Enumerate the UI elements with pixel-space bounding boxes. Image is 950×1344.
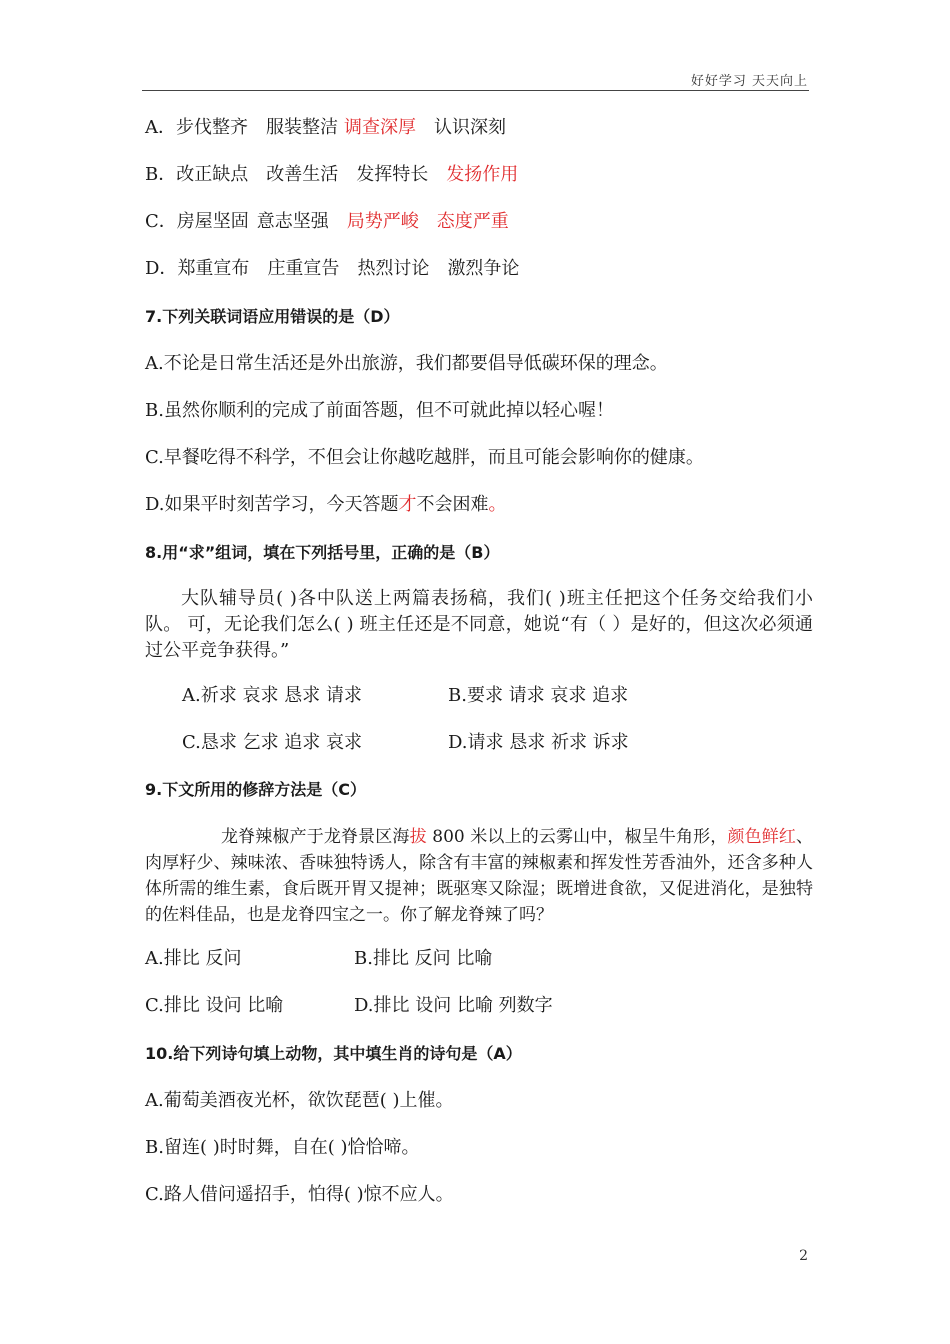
q9-option-b: B.排比 反问 比喻	[354, 948, 493, 969]
q10-option-c: C.路人借问遥招手，怕得( )惊不应人。	[145, 1184, 454, 1205]
q8-option-a: A.祈求 哀求 恳求 请求	[182, 685, 362, 706]
page-header: 好好学习 天天向上	[690, 74, 808, 89]
q6-option-a: A．步伐整齐 服装整洁 调查深厚 认识深刻	[145, 117, 506, 138]
page-number: 2	[799, 1248, 808, 1264]
q8-option-c: C.恳求 乞求 追求 哀求	[182, 732, 363, 753]
q6-option-c: C．房屋坚固 意志坚强 局势严峻 态度严重	[145, 211, 509, 232]
q9-passage: 龙脊辣椒产于龙脊景区海拔 800 米以上的云雾山中，椒呈牛角形，颜色鲜红、肉厚籽少、辣味浓、香味独特诱人，除含有丰富的辣椒素和挥发性芳香油外，还含多种人体所需的维生素，食后既开胃又提神；既驱寒又除湿；既增进食欲，又促进消化，是独特的佐料佳品，也是龙脊四宝之一。你了解龙脊辣了吗？	[145, 827, 814, 925]
q9-option-c: C.排比 设问 比喻	[145, 995, 284, 1016]
q9-option-d: D.排比 设问 比喻 列数字	[354, 995, 553, 1016]
header-divider	[142, 90, 809, 91]
q9-option-a: A.排比 反问	[145, 948, 242, 969]
q7-option-a: A.不论是日常生活还是外出旅游，我们都要倡导低碳环保的理念。	[145, 353, 668, 374]
q8-option-d: D.请求 恳求 祈求 诉求	[448, 732, 629, 753]
q6-option-d: D．郑重宣布 庄重宣告 热烈讨论 激烈争论	[145, 258, 520, 279]
q7-title: 7.下列关联词语应用错误的是（D）	[145, 307, 400, 326]
q9-title: 9.下文所用的修辞方法是（C）	[145, 780, 366, 799]
q10-option-a: A.葡萄美酒夜光杯，欲饮琵琶( )上催。	[145, 1090, 454, 1111]
q7-option-d: D.如果平时刻苦学习，今天答题才不会困难。	[145, 494, 507, 515]
q7-option-b: B.虽然你顺利的完成了前面答题，但不可就此掉以轻心喔！	[145, 400, 614, 421]
q8-title: 8.用“求”组词，填在下列括号里，正确的是（B）	[145, 543, 500, 562]
q7-option-c: C.早餐吃得不科学，不但会让你越吃越胖，而且可能会影响你的健康。	[145, 447, 704, 468]
q8-passage: 大队辅导员( )各中队送上两篇表扬稿，我们( )班主任把这个任务交给我们小队。 可，无论我们怎么( ) 班主任还是不同意，她说“有（ ）是好的，但这次必须通过公平竞争获得。”	[145, 588, 813, 661]
q8-option-b: B.要求 请求 哀求 追求	[448, 685, 629, 706]
q6-option-b: B．改正缺点 改善生活 发挥特长 发扬作用	[145, 164, 519, 185]
q10-option-b: B.留连( )时时舞，自在( )恰恰啼。	[145, 1137, 420, 1158]
q10-title: 10.给下列诗句填上动物，其中填生肖的诗句是（A）	[145, 1044, 522, 1063]
